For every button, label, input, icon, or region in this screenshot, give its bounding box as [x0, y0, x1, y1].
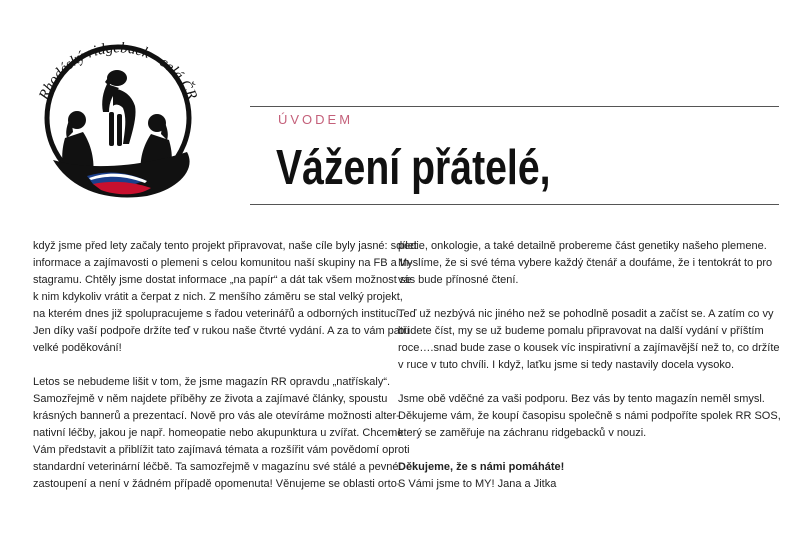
- signature: S Vámi jsme to MY! Jana a Jitka: [398, 478, 557, 490]
- text-line: k nim kdykoliv vrátit a čerpat z nich. Z menšího záměru se stal velký projekt,: [33, 291, 403, 303]
- dog-icon: [102, 70, 135, 146]
- text-line: Teď už nezbývá nic jiného než se pohodlně posadit a začíst se. A zatím co vy: [398, 308, 774, 320]
- text-line: který se zaměřuje na záchranu ridgebacků v nouzi.: [398, 427, 647, 439]
- text-line: Jen díky vaší podpoře držíte teď v rukou naše čtvrté vydání. A za to vám patří: [33, 325, 410, 337]
- text-line: v ruce v tuto chvíli. I když, laťku jsme si tedy nastavily docela vysoko.: [398, 359, 735, 371]
- text-line: Samozřejmě v něm najdete příběhy ze života a zajímavé články, spoustu: [33, 393, 388, 405]
- paragraph: [398, 391, 781, 442]
- closing: [398, 459, 758, 493]
- text-line: Jsme obě vděčné za vaši podporu. Bez vás by tento magazín neměl smysl.: [398, 393, 765, 405]
- text-line: stagramu. Chtěly jsme dostat informace „na papír“ a dát tak všem možnost se: [33, 274, 412, 286]
- paragraph: [398, 306, 780, 374]
- header-rule-top: [250, 106, 779, 107]
- text-line: Letos se nebudeme lišit v tom, že jsme magazín RR opravdu „natřískaly“.: [33, 376, 391, 388]
- text-line: pedie, onkologie, a také detailně probereme část genetiky našeho plemene.: [398, 240, 767, 252]
- paragraph: [33, 238, 417, 357]
- text-line: na kterém dnes již spolupracujeme s řadou veterinářů a odborných institucí.: [33, 308, 402, 320]
- text-line: když jsme před lety začaly tento projekt připravovat, naše cíle byly jasné: sdílet: [33, 240, 417, 252]
- text-line: Vám představit a přiblížit tato zajímavá témata a rozšířit vám povědomí oproti: [33, 444, 410, 456]
- closing-thanks: Děkujeme, že s námi pomáháte!: [398, 461, 565, 473]
- text-line: zastoupení a není v žádném případě opomenuta! Věnujeme se oblasti orto-: [33, 478, 401, 490]
- text-line: velké poděkování!: [33, 342, 122, 354]
- header-rule-bottom: [250, 204, 779, 205]
- text-line: roce….snad bude zase o kousek víc inspirativní a zajímavější než to, co držíte: [398, 342, 780, 354]
- text-column-right: [398, 238, 781, 493]
- text-line: krásných bannerů a prezentací. Nově pro vás ale otevíráme možnosti alter-: [33, 410, 400, 422]
- text-column-left: [33, 238, 417, 510]
- page-title: Vážení přátelé,: [276, 141, 551, 195]
- text-line: Děkujeme vám, že koupí časopisu společně s námi podpoříte spolek RR SOS,: [398, 410, 781, 422]
- text-line: vás bude přínosné čtení.: [398, 274, 519, 286]
- text-line: nativní léčby, jakou je např. homeopatie nebo akupunktura u zvířat. Chceme: [33, 427, 404, 439]
- section-kicker: ÚVODEM: [278, 112, 354, 127]
- text-line: budete číst, my se už budeme pomalu připravovat na další vydání v příštím: [398, 325, 764, 337]
- paragraph: [398, 238, 773, 289]
- paragraph: [33, 374, 410, 493]
- logo: [27, 20, 209, 202]
- text-line: informace a zajímavosti o plemeni s celou komunitou naší skupiny na FB a In-: [33, 257, 413, 269]
- logo-text: Rhodéský ridgeback - celá ČR: [36, 40, 200, 103]
- text-line: Myslíme, že si své téma vybere každý čtenář a doufáme, že i tentokrát to pro: [398, 257, 773, 269]
- text-line: standardní veterinární léčbě. Ta samozřejmě v magazínu své stálé a pevné: [33, 461, 399, 473]
